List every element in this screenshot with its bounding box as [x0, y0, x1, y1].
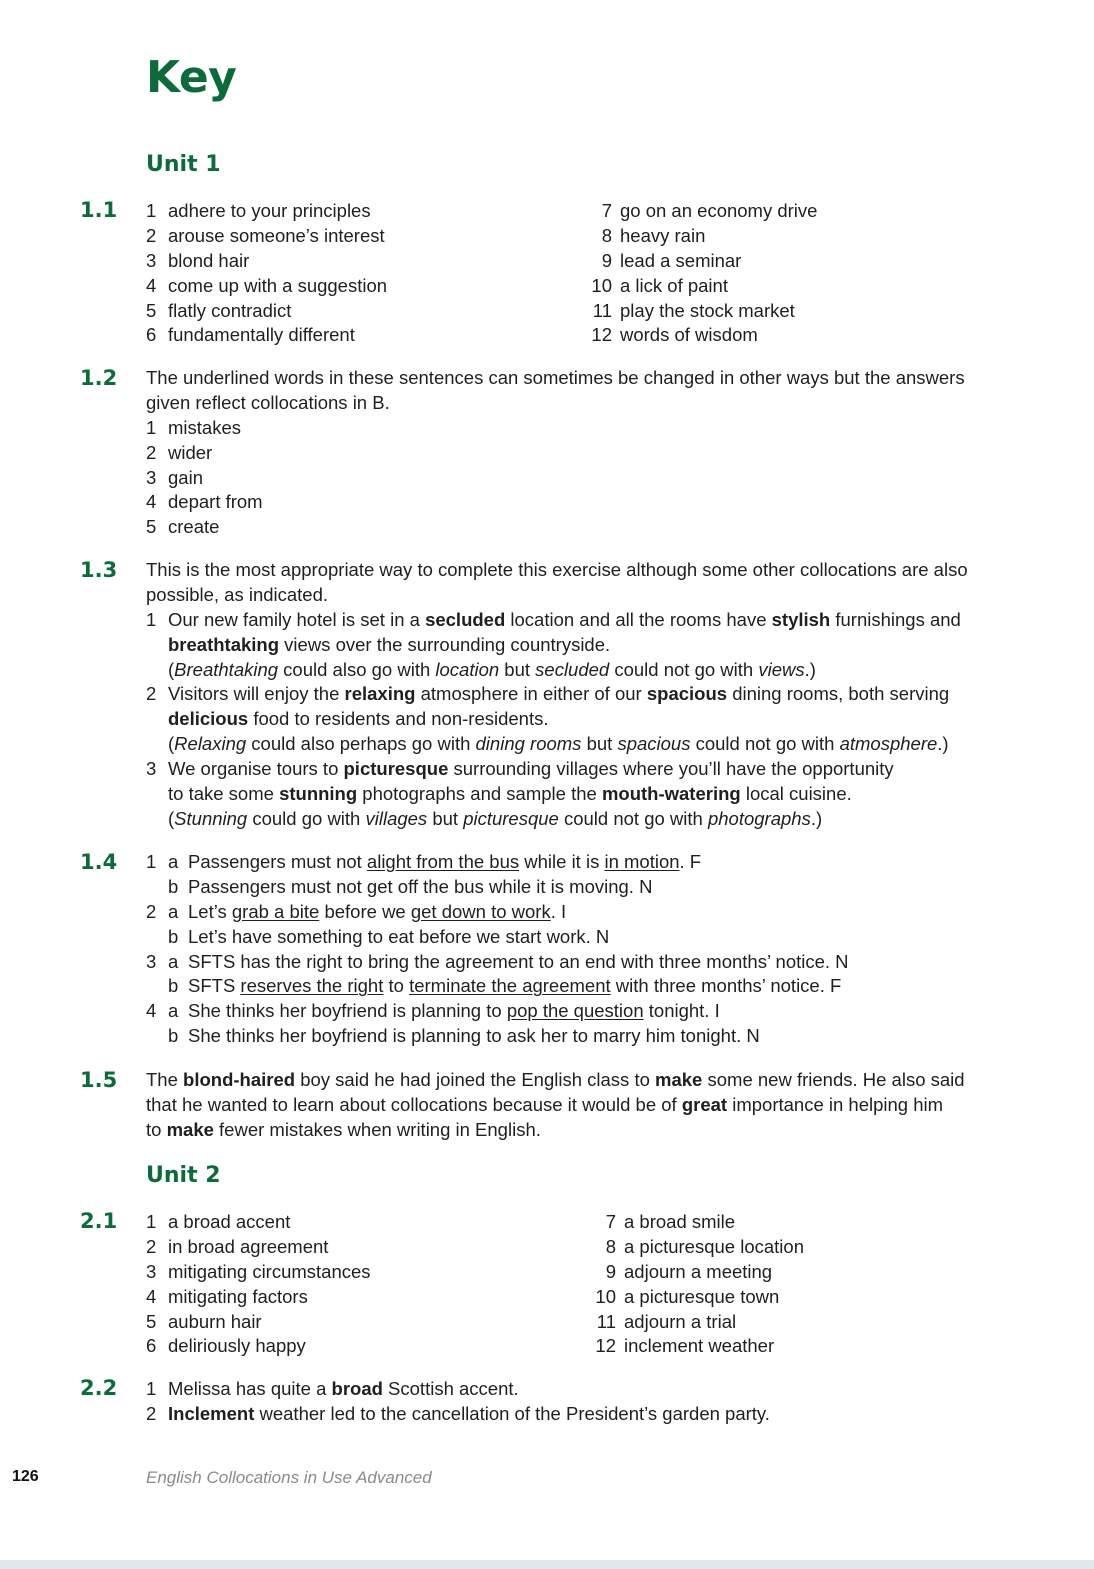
- answer-item: 4 a She thinks her boyfriend is planning to pop the question tonight. I: [146, 1000, 720, 1022]
- exercise-number-2-1: 2.1: [80, 1209, 118, 1233]
- answer-item: 2 Visitors will enjoy the relaxing atmosphere in either of our spacious dining rooms, both serving: [146, 683, 950, 705]
- answer-item: 11 play the stock market: [592, 299, 795, 321]
- answer-item: 1 Melissa has quite a broad Scottish accent.: [146, 1378, 519, 1399]
- answers-left-column: [146, 199, 566, 348]
- answer-note: (Stunning could go with villages but picturesque could not go with photographs.): [168, 807, 823, 829]
- exercise-1-3-answers: [146, 558, 1026, 832]
- answer-item: b She thinks her boyfriend is planning to ask her to marry him tonight. N: [168, 1025, 760, 1047]
- exercise-1-2-answers: [146, 366, 1026, 540]
- unit-2-heading: Unit 2: [146, 1163, 221, 1188]
- answer-item: 3 gain: [146, 466, 203, 488]
- exercise-number-1-4: 1.4: [80, 850, 118, 874]
- bottom-bar: [0, 1560, 1094, 1569]
- answer-item: 3 We organise tours to picturesque surrounding villages where you’ll have the opportunity: [146, 758, 894, 780]
- answer-item: 2 a Let’s grab a bite before we get down to work. I: [146, 900, 567, 922]
- answer-item: 5 flatly contradict: [146, 299, 292, 321]
- answers-left-column: [146, 1210, 566, 1359]
- answer-note: (Relaxing could also perhaps go with dining rooms but spacious could not go with atmosphere.): [168, 733, 949, 755]
- exercise-intro: The underlined words in these sentences can sometimes be changed in other ways but the answers: [146, 367, 965, 388]
- exercise-2-2-answers: [146, 1377, 1026, 1427]
- answer-item: 12 inclement weather: [595, 1335, 775, 1357]
- answer-item: 1 a Passengers must not alight from the bus while it is in motion. F: [146, 851, 702, 872]
- answer-item: 3 mitigating circumstances: [146, 1260, 371, 1282]
- answer-paragraph-line: that he wanted to learn about collocations because it would be of great importance in helping him: [146, 1093, 944, 1115]
- exercise-number-2-2: 2.2: [80, 1376, 118, 1400]
- answer-item: 10 a lick of paint: [591, 274, 728, 296]
- answer-item: b Let’s have something to eat before we start work. N: [168, 925, 610, 947]
- answer-item: 11 adjourn a trial: [596, 1310, 737, 1332]
- exercise-number-1-2: 1.2: [80, 366, 118, 390]
- answer-item: 2 wider: [146, 441, 213, 463]
- answer-item: 2 arouse someone’s interest: [146, 224, 385, 246]
- answer-item: 7 a broad smile: [605, 1211, 736, 1232]
- answer-item: 1 a broad accent: [146, 1211, 291, 1232]
- answers-right-column: [584, 1210, 984, 1359]
- exercise-number-1-1: 1.1: [80, 198, 118, 222]
- answer-item: b Passengers must not get off the bus while it is moving. N: [168, 875, 653, 897]
- page-title: Key: [146, 52, 237, 103]
- answer-item: 5 auburn hair: [146, 1310, 262, 1332]
- exercise-number-1-3: 1.3: [80, 558, 118, 582]
- answer-item: b SFTS reserves the right to terminate the agreement with three months’ notice. F: [168, 975, 842, 997]
- answer-item: 10 a picturesque town: [595, 1285, 780, 1307]
- unit-1-heading: Unit 1: [146, 152, 221, 177]
- answer-item: 2 in broad agreement: [146, 1235, 329, 1257]
- exercise-1-4-answers: [146, 850, 1026, 1049]
- answer-item: 1 Our new family hotel is set in a secluded location and all the rooms have stylish furnishings and: [146, 608, 961, 630]
- answer-item: 4 mitigating factors: [146, 1285, 308, 1307]
- answer-item: 1 adhere to your principles: [146, 200, 371, 221]
- answer-item: 1 mistakes: [146, 416, 241, 438]
- book-title: English Collocations in Use Advanced: [146, 1468, 432, 1487]
- answer-item-continued: delicious food to residents and non-residents.: [168, 708, 549, 730]
- exercise-intro: This is the most appropriate way to complete this exercise although some other collocations are also: [146, 559, 968, 580]
- answer-item: 5 create: [146, 516, 220, 538]
- page-number: 126: [12, 1468, 39, 1485]
- answer-item-continued: to take some stunning photographs and sample the mouth-watering local cuisine.: [168, 783, 852, 805]
- exercise-number-1-5: 1.5: [80, 1068, 118, 1092]
- answer-paragraph-line: The blond-haired boy said he had joined the English class to make some new friends. He also said: [146, 1069, 965, 1090]
- answer-paragraph-line: to make fewer mistakes when writing in English.: [146, 1118, 541, 1140]
- answer-item: 2 Inclement weather led to the cancellation of the President’s garden party.: [146, 1402, 770, 1424]
- answer-item: 8 heavy rain: [601, 224, 706, 246]
- answer-note: (Breathtaking could also go with location but secluded could not go with views.): [168, 658, 816, 680]
- answer-item: 6 fundamentally different: [146, 324, 355, 346]
- answer-item: 8 a picturesque location: [605, 1235, 804, 1257]
- answers-right-column: [580, 199, 980, 348]
- answer-item: 6 deliriously happy: [146, 1335, 306, 1357]
- answer-item: 9 lead a seminar: [601, 249, 742, 271]
- answer-item-continued: breathtaking views over the surrounding countryside.: [168, 633, 611, 655]
- answer-item: 3 a SFTS has the right to bring the agreement to an end with three months’ notice. N: [146, 950, 849, 972]
- answer-item: 4 depart from: [146, 491, 263, 513]
- exercise-intro: given reflect collocations in B.: [146, 391, 390, 413]
- exercise-intro: possible, as indicated.: [146, 583, 329, 605]
- answer-item: 7 go on an economy drive: [601, 200, 818, 221]
- answer-item: 12 words of wisdom: [591, 324, 758, 346]
- answer-item: 3 blond hair: [146, 249, 250, 271]
- exercise-1-5-answer: [146, 1068, 1026, 1143]
- answer-item: 4 come up with a suggestion: [146, 274, 388, 296]
- answer-item: 9 adjourn a meeting: [605, 1260, 773, 1282]
